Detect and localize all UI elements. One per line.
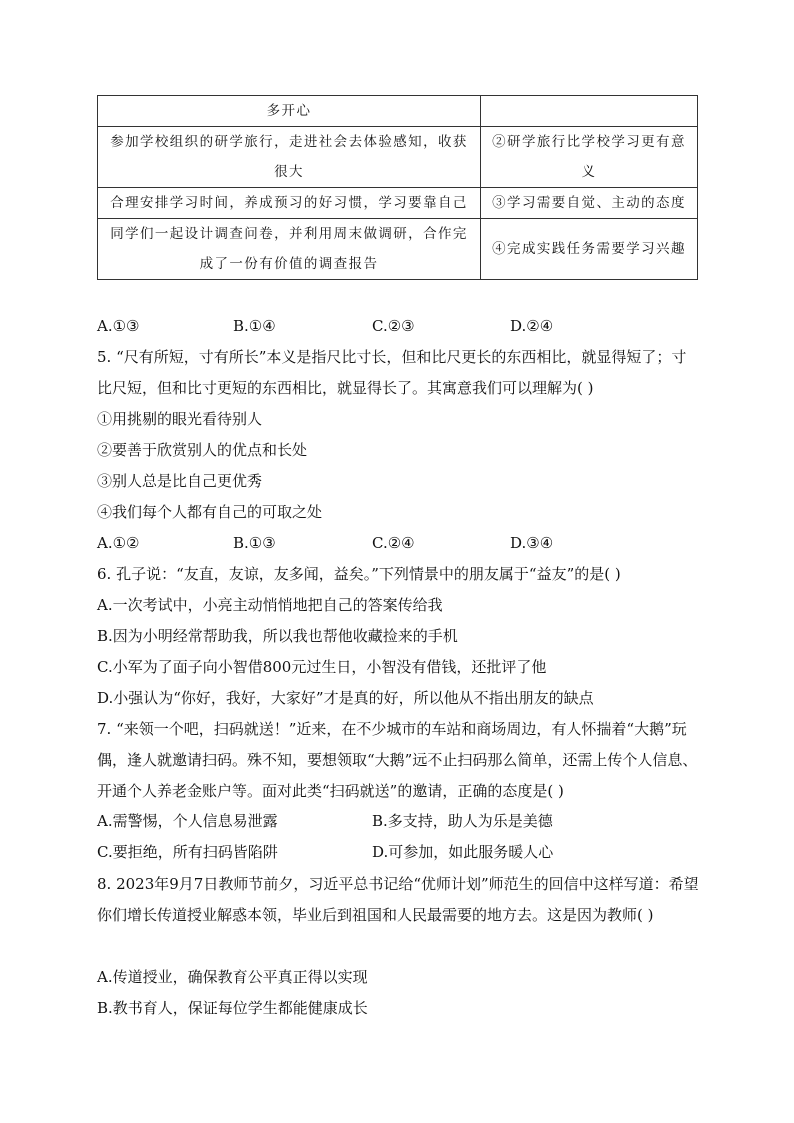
table-row	[98, 219, 698, 280]
option-d[interactable]: D.③④	[510, 534, 554, 552]
table-row	[98, 96, 698, 127]
option-d[interactable]: D.小强认为“你好，我好，大家好”才是真的好，所以他从不指出朋友的缺点	[97, 689, 594, 707]
option-c[interactable]: C.要拒绝，所有扫码皆陷阱	[97, 843, 278, 861]
option-a[interactable]: A.传道授业，确保教育公平真正得以实现	[97, 968, 368, 986]
question-4-options	[97, 317, 717, 341]
question-5-item-4: ④我们每个人都有自己的可取之处	[97, 503, 323, 521]
table-cell-left: 同学们一起设计调查问卷，并利用周末做调研，合作完成了一份有价值的调查报告	[98, 219, 481, 280]
table-cell-left: 参加学校组织的研学旅行，走进社会去体验感知，收获很大	[98, 127, 481, 188]
option-a[interactable]: A.需警惕，个人信息易泄露	[97, 812, 278, 830]
option-a[interactable]: A.①②	[97, 534, 140, 552]
option-c[interactable]: C.小军为了面子向小智借800元过生日，小智没有借钱，还批评了他	[97, 658, 547, 676]
table-cell-right: ④完成实践任务需要学习兴趣	[481, 219, 698, 280]
question-7-stem: 7. “来领一个吧，扫码就送！”近来，在不少城市的车站和商场周边，有人怀揣着“大鹅”玩偶，逢人就邀请扫码。殊不知，要想领取“大鹅”远不止扫码那么简单，还需上传个人信息、开通个人养老金账户等。面对此类“扫码就送”的邀请，正确的态度是( )	[97, 720, 698, 800]
option-b[interactable]: B.教书育人，保证每位学生都能健康成长	[97, 999, 368, 1017]
question-8-stem: 8. 2023年9月7日教师节前夕，习近平总书记给“优师计划”师范生的回信中这样写道：希望你们增长传道授业解惑本领，毕业后到祖国和人民最需要的地方去。这是因为教师( )	[97, 875, 699, 924]
option-c[interactable]: C.②④	[372, 534, 415, 552]
option-b[interactable]: B.多支持，助人为乐是美德	[372, 812, 553, 830]
question-5-item-2: ②要善于欣赏别人的优点和长处	[97, 441, 308, 459]
option-b[interactable]: B.①③	[233, 534, 276, 552]
question-4-table	[97, 95, 698, 280]
question-5-item-1: ①用挑剔的眼光看待别人	[97, 410, 263, 428]
option-d[interactable]: D.②④	[510, 317, 554, 335]
option-d[interactable]: D.可参加，如此服务暖人心	[372, 843, 554, 861]
question-5-stem: 5. “尺有所短，寸有所长”本义是指尺比寸长，但和比尺更长的东西相比，就显得短了；寸比尺短，但和比寸更短的东西相比，就显得长了。其寓意我们可以理解为( )	[97, 348, 687, 397]
table-cell-right: ②研学旅行比学校学习更有意义	[481, 127, 698, 188]
question-5-options	[97, 534, 717, 558]
option-b[interactable]: B.因为小明经常帮助我，所以我也帮他收藏捡来的手机	[97, 627, 458, 645]
question-6-stem: 6. 孔子说：“友直，友谅，友多闻，益矣。”下列情景中的朋友属于“益友”的是( )	[97, 565, 621, 583]
question-5-item-3: ③别人总是比自己更优秀	[97, 472, 263, 490]
question-7-options-row-2	[97, 841, 717, 865]
table-cell-left: 多开心	[98, 96, 481, 127]
table-cell-left: 合理安排学习时间，养成预习的好习惯，学习要靠自己	[98, 188, 481, 219]
table-cell-right	[481, 96, 698, 127]
option-a[interactable]: A.①③	[97, 317, 140, 335]
option-b[interactable]: B.①④	[233, 317, 276, 335]
table-cell-right: ③学习需要自觉、主动的态度	[481, 188, 698, 219]
table-row	[98, 127, 698, 188]
table-row	[98, 188, 698, 219]
option-c[interactable]: C.②③	[372, 317, 415, 335]
question-7-options-row-1	[97, 810, 717, 834]
option-a[interactable]: A.一次考试中，小亮主动悄悄地把自己的答案传给我	[97, 596, 443, 614]
